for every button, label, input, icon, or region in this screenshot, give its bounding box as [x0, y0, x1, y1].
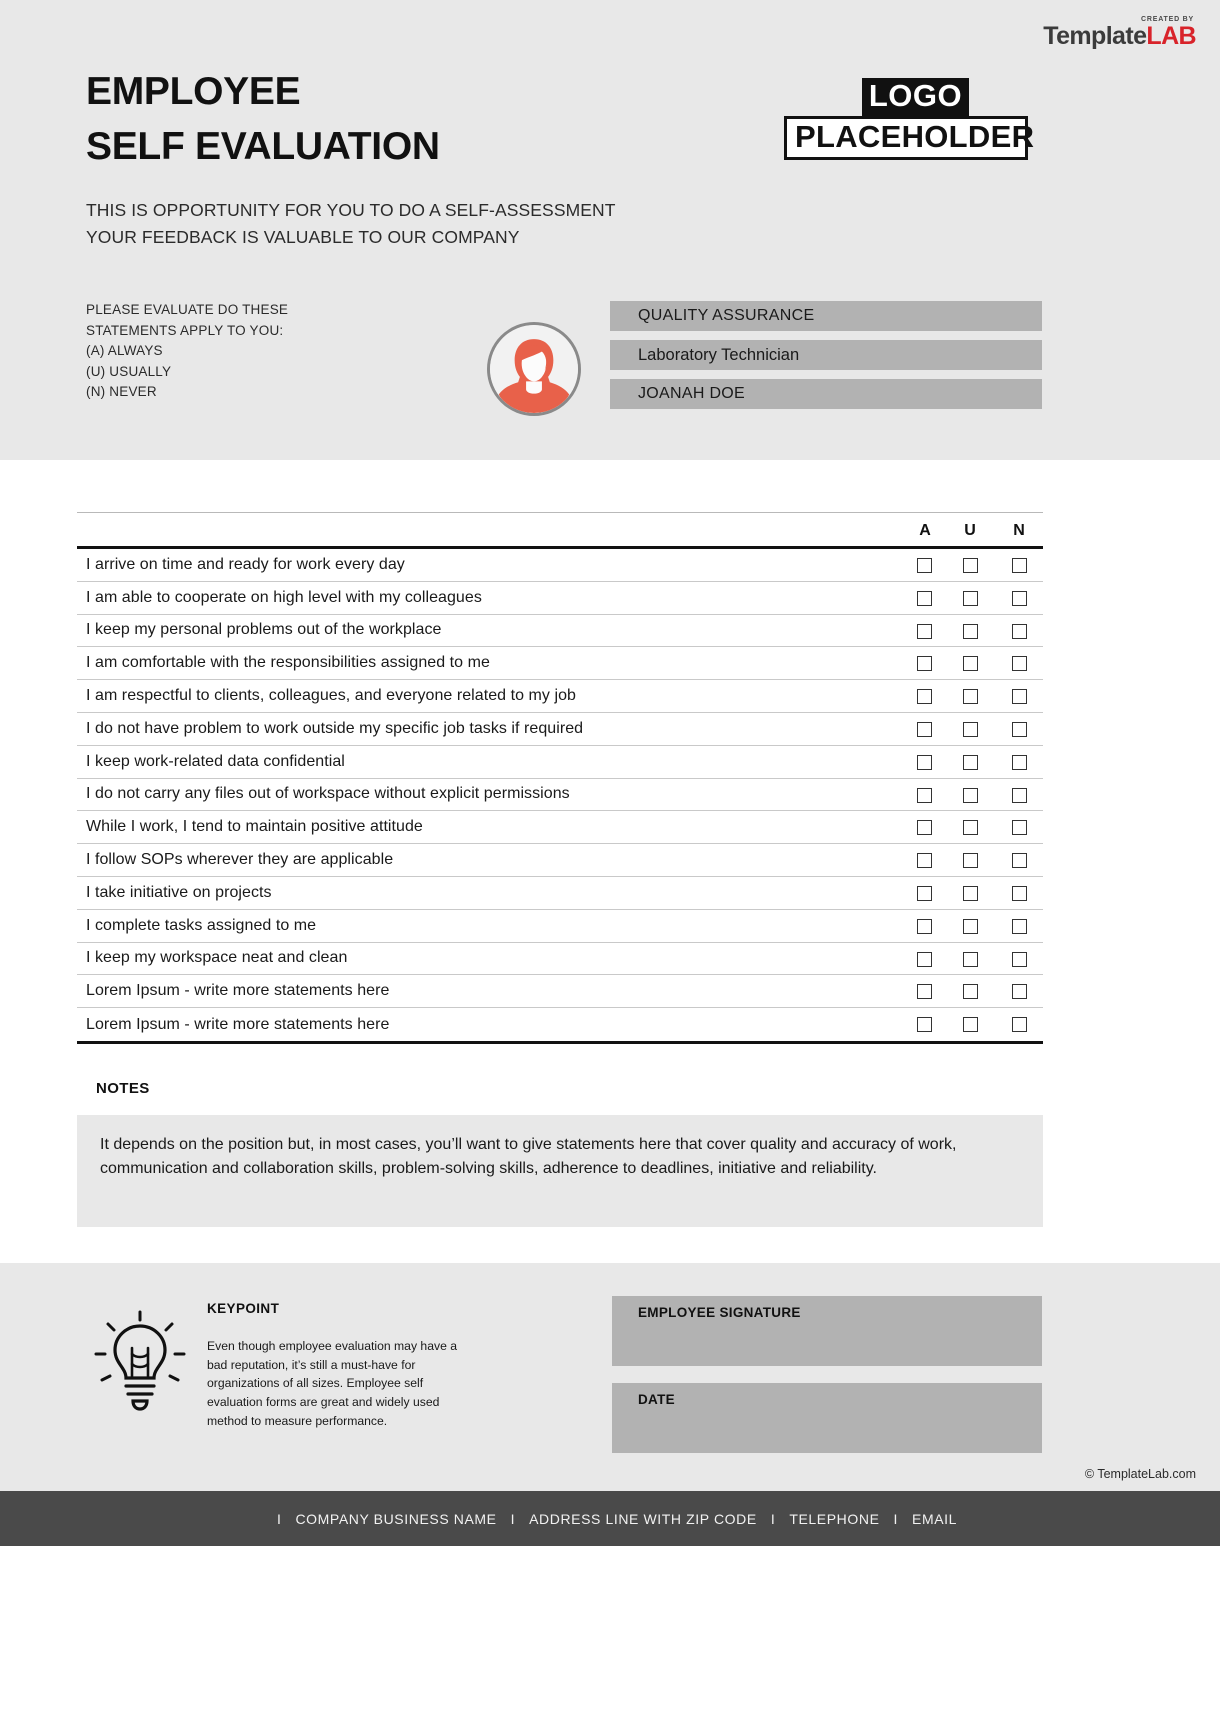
checkbox-n[interactable] — [1012, 722, 1027, 737]
checkbox-a[interactable] — [917, 886, 932, 901]
table-row — [77, 811, 1043, 844]
keypoint-title: KEYPOINT — [207, 1301, 280, 1316]
footer-separator: I — [510, 1510, 516, 1527]
table-row — [77, 680, 1043, 713]
page-title-line-2: SELF EVALUATION — [86, 125, 440, 169]
statement-text: I keep my personal problems out of the workplace — [86, 621, 442, 639]
checkbox-a[interactable] — [917, 656, 932, 671]
date-box[interactable] — [612, 1383, 1042, 1453]
checkbox-a[interactable] — [917, 853, 932, 868]
header-subtitle — [86, 197, 616, 251]
notes-box[interactable] — [77, 1115, 1043, 1227]
checkbox-a[interactable] — [917, 1017, 932, 1032]
statement-text: I do not carry any files out of workspace without explicit permissions — [86, 785, 570, 803]
rating-legend-line-3: (U) USUALLY — [86, 363, 172, 379]
header-subtitle-line-2: YOUR FEEDBACK IS VALUABLE TO OUR COMPANY — [86, 227, 520, 248]
checkbox-n[interactable] — [1012, 1017, 1027, 1032]
notes-text: It depends on the position but, in most cases, you’ll want to give statements here that cover quality and accuracy of work, communication and collaboration skills, problem-solving skills, adherence to deadlines, initiative and reliability. — [100, 1136, 957, 1178]
checkbox-u[interactable] — [963, 1017, 978, 1032]
column-header-always: A — [919, 522, 931, 539]
table-row — [77, 943, 1043, 976]
column-header-usually: U — [964, 522, 976, 539]
checkbox-a[interactable] — [917, 788, 932, 803]
checkbox-n[interactable] — [1012, 624, 1027, 639]
employee-position-field[interactable]: Laboratory Technician — [610, 340, 1042, 370]
page-title-line-1: EMPLOYEE — [86, 70, 301, 113]
footer-item: COMPANY BUSINESS NAME — [295, 1510, 497, 1527]
checkbox-u[interactable] — [963, 886, 978, 901]
checkbox-n[interactable] — [1012, 591, 1027, 606]
checkbox-n[interactable] — [1012, 886, 1027, 901]
rating-legend-line-2: (A) ALWAYS — [86, 343, 163, 359]
table-row — [77, 975, 1043, 1008]
employee-name-field[interactable]: JOANAH DOE — [610, 379, 1042, 409]
checkbox-u[interactable] — [963, 591, 978, 606]
evaluation-table — [77, 512, 1043, 1044]
rating-legend-line-4: (N) NEVER — [86, 384, 157, 400]
employee-signature-label: EMPLOYEE SIGNATURE — [638, 1305, 801, 1320]
statement-text: While I work, I tend to maintain positive attitude — [86, 818, 423, 836]
table-row — [77, 713, 1043, 746]
table-row — [77, 877, 1043, 910]
evaluation-table-bottom-rule — [77, 1041, 1043, 1044]
table-row — [77, 647, 1043, 680]
notes-label: NOTES — [96, 1080, 150, 1097]
statement-text: I am respectful to clients, colleagues, and everyone related to my job — [86, 687, 576, 705]
footer-separator: I — [276, 1510, 282, 1527]
templatelab-wordmark-lab: LAB — [1146, 22, 1196, 50]
checkbox-a[interactable] — [917, 952, 932, 967]
table-row — [77, 779, 1043, 812]
footer-item: EMAIL — [912, 1510, 958, 1527]
rating-legend-line-0: PLEASE EVALUATE DO THESE — [86, 302, 289, 317]
page-title — [86, 64, 440, 175]
checkbox-n[interactable] — [1012, 853, 1027, 868]
footer-separator: I — [893, 1510, 899, 1527]
copyright-notice: © TemplateLab.com — [1084, 1467, 1196, 1481]
rating-legend-line-1: STATEMENTS APPLY TO YOU: — [86, 322, 284, 338]
checkbox-a[interactable] — [917, 624, 932, 639]
table-row — [77, 549, 1043, 582]
checkbox-n[interactable] — [1012, 755, 1027, 770]
statement-text: I am able to cooperate on high level with my colleagues — [86, 588, 482, 606]
footer-separator: I — [770, 1510, 776, 1527]
statement-text: I do not have problem to work outside my specific job tasks if required — [86, 719, 584, 737]
checkbox-a[interactable] — [917, 689, 932, 704]
footer-contact-line — [263, 1511, 957, 1527]
checkbox-n[interactable] — [1012, 820, 1027, 835]
statement-text: I keep my workspace neat and clean — [86, 949, 348, 967]
checkbox-u[interactable] — [963, 820, 978, 835]
checkbox-n[interactable] — [1012, 919, 1027, 934]
templatelab-logo — [1043, 16, 1196, 49]
checkbox-u[interactable] — [963, 624, 978, 639]
checkbox-u[interactable] — [963, 788, 978, 803]
checkbox-u[interactable] — [963, 722, 978, 737]
checkbox-a[interactable] — [917, 591, 932, 606]
statement-text: I take initiative on projects — [86, 883, 272, 901]
statement-text: I arrive on time and ready for work every day — [86, 555, 405, 573]
employee-department-field[interactable]: QUALITY ASSURANCE — [610, 301, 1042, 331]
evaluation-table-header — [77, 512, 1043, 549]
checkbox-n[interactable] — [1012, 689, 1027, 704]
checkbox-n[interactable] — [1012, 558, 1027, 573]
checkbox-a[interactable] — [917, 820, 932, 835]
checkbox-u[interactable] — [963, 558, 978, 573]
checkbox-a[interactable] — [917, 984, 932, 999]
female-avatar-icon — [487, 322, 581, 416]
table-row — [77, 844, 1043, 877]
checkbox-a[interactable] — [917, 558, 932, 573]
bottom-white-space — [0, 1546, 1220, 1717]
statement-text: I complete tasks assigned to me — [86, 916, 317, 934]
statement-text: I keep work-related data confidential — [86, 752, 345, 770]
footer-item: ADDRESS LINE WITH ZIP CODE — [529, 1510, 757, 1527]
table-row — [77, 746, 1043, 779]
table-row — [77, 910, 1043, 943]
logo-placeholder — [784, 78, 1035, 160]
checkbox-u[interactable] — [963, 853, 978, 868]
statement-text: I am comfortable with the responsibilities assigned to me — [86, 654, 490, 672]
statement-text: I follow SOPs wherever they are applicable — [86, 851, 394, 869]
table-row — [77, 1008, 1043, 1041]
checkbox-u[interactable] — [963, 689, 978, 704]
employee-info-bars — [610, 301, 1042, 409]
table-row — [77, 615, 1043, 648]
checkbox-u[interactable] — [963, 656, 978, 671]
templatelab-wordmark-template: Template — [1043, 22, 1147, 50]
rating-legend — [86, 300, 288, 403]
evaluation-table-body — [77, 549, 1043, 1041]
checkbox-n[interactable] — [1012, 788, 1027, 803]
checkbox-a[interactable] — [917, 755, 932, 770]
footer-item: TELEPHONE — [789, 1510, 880, 1527]
column-header-never: N — [1013, 522, 1025, 539]
checkbox-u[interactable] — [963, 952, 978, 967]
templatelab-created-by-label: CREATED BY — [1141, 16, 1194, 23]
lightbulb-icon — [90, 1306, 190, 1416]
templatelab-wordmark — [1043, 22, 1196, 50]
checkbox-n[interactable] — [1012, 656, 1027, 671]
checkbox-u[interactable] — [963, 984, 978, 999]
checkbox-u[interactable] — [963, 919, 978, 934]
keypoint-text: Even though employee evaluation may have a bad reputation, it’s still a must-have for organizations of all sizes. Employee self evaluation forms are great and widely used method to measure performance. — [207, 1339, 458, 1428]
footer-bar — [0, 1491, 1220, 1546]
checkbox-a[interactable] — [917, 722, 932, 737]
checkbox-n[interactable] — [1012, 952, 1027, 967]
header-subtitle-line-1: THIS IS OPPORTUNITY FOR YOU TO DO A SELF-ASSESSMENT — [86, 200, 616, 220]
employee-signature-box[interactable] — [612, 1296, 1042, 1366]
checkbox-u[interactable] — [963, 755, 978, 770]
checkbox-a[interactable] — [917, 919, 932, 934]
date-label: DATE — [638, 1392, 675, 1407]
checkbox-n[interactable] — [1012, 984, 1027, 999]
logo-placeholder-line-2: PLACEHOLDER — [784, 116, 1028, 161]
logo-placeholder-line-1: LOGO — [862, 78, 969, 117]
table-row — [77, 582, 1043, 615]
statement-text: Lorem Ipsum - write more statements here — [86, 1015, 390, 1033]
statement-text: Lorem Ipsum - write more statements here — [86, 982, 390, 1000]
